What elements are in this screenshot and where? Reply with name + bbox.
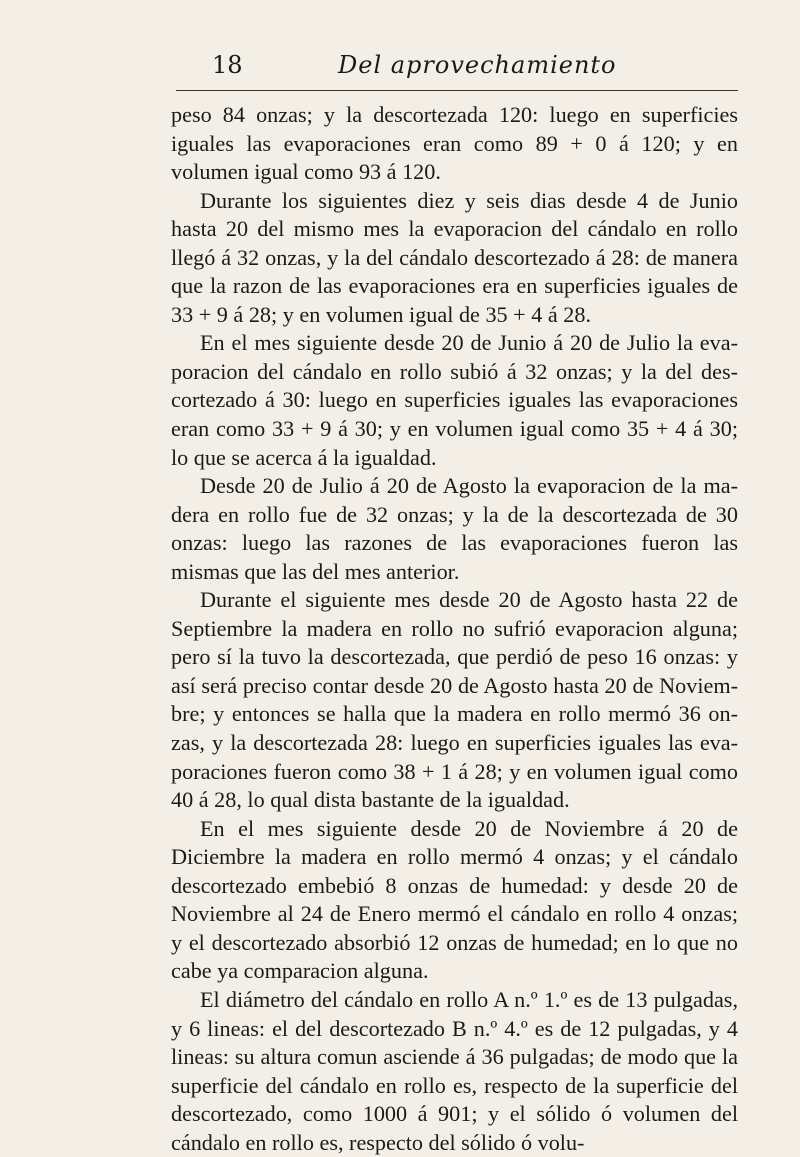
running-head: Del aprovechamiento — [338, 51, 617, 79]
paragraph: peso 84 onzas; y la descortezada 120: luego en superficies iguales las evaporaciones eran como 89 + 0 á 120; y en volumen igual como 93 á 120. — [171, 102, 738, 185]
paragraph: Desde 20 de Julio á 20 de Agosto la evaporacion de la madera en rollo fue de 32 onzas; y la de la descortezada de 30 onzas: luego las razones de las evaporaciones fueron las mismas que las del mes anterior. — [171, 473, 738, 584]
paragraph: Durante el siguiente mes desde 20 de Agosto hasta 22 de Septiembre la madera en rollo no sufrió evaporacion alguna; pero sí la tuvo la descortezada, que perdió de peso 16 onzas: y así será preciso contar desde 20 de Agosto hasta 20 de Noviembre; y entonces se halla que la madera en rollo mermó 36 onzas, y la descortezada 28: luego en superficies iguales las evaporaciones fueron como 38 + 1 á 28; y en volumen igual como 40 á 28, lo qual dista bastante de la igualdad. — [171, 587, 738, 813]
paragraph: Durante los siguientes diez y seis dias desde 4 de Junio hasta 20 del mismo mes la evaporacion del cándalo en rollo llegó á 32 onzas, y la del cándalo descortezado á 28: de manera que la razon de las evaporaciones era en superficies iguales de 33 + 9 á 28; y en volumen igual de 35 + 4 á 28. — [171, 187, 738, 327]
body-text — [171, 101, 738, 1157]
paragraph: En el mes siguiente desde 20 de Junio á 20 de Julio la evaporacion del cándalo en rollo subió á 32 onzas; y la del descortezado á 30: luego en superficies iguales las evaporaciones eran como 33 + 9 á 30; y en volumen igual como 35 + 4 á 30; lo que se acerca á la igualdad. — [171, 330, 738, 470]
page-header — [176, 50, 738, 91]
page-number: 18 — [212, 51, 243, 79]
paragraph: En el mes siguiente desde 20 de Noviembre á 20 de Diciembre la madera en rollo mermó 4 onzas; y el cándalo descortezado embebió 8 onzas de humedad: y desde 20 de Noviembre al 24 de Enero mermó el cándalo en rollo 4 onzas; y el descortezado absorbió 12 onzas de humedad; en lo que no cabe ya comparacion alguna. — [171, 815, 738, 984]
paragraph: El diámetro del cándalo en rollo A n.º 1.º es de 13 pulgadas, y 6 lineas: el del descortezado B n.º 4.º es de 12 pulgadas, y 4 lineas: su altura comun asciende á 36 pulgadas; de modo que la superficie del cándalo en rollo es, respecto de la superficie del descortezado, como 1000 á 901; y el sólido ó volumen del cándalo en rollo es, respecto del sólido ó volu- — [171, 986, 738, 1155]
